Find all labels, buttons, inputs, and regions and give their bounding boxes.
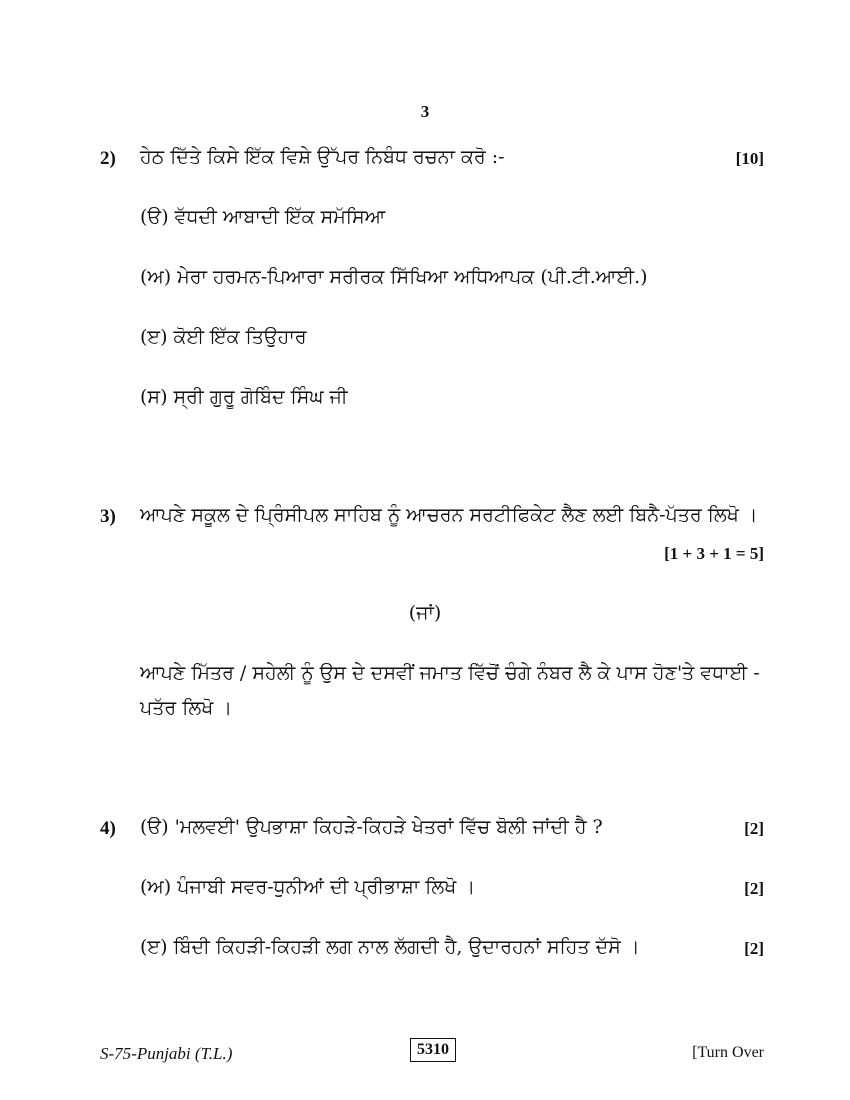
question-2-option-a: (ੳ) ਵੱਧਦੀ ਆਬਾਦੀ ਇੱਕ ਸਮੱਸਿਆ	[140, 206, 386, 228]
question-4-number: 4)	[100, 818, 116, 839]
question-2-prompt: ਹੇਠ ਦਿੱਤੇ ਕਿਸੇ ਇੱਕ ਵਿਸ਼ੇ ਉੱਪਰ ਨਿਬੰਧ ਰਚਨਾ ਕਰੋ :-	[140, 146, 505, 168]
footer-paper-code: S-75-Punjabi (T.L.)	[100, 1044, 233, 1063]
page-number: 3	[420, 102, 430, 121]
question-3-alternative: ਆਪਣੇ ਮਿੱਤਰ / ਸਹੇਲੀ ਨੂੰ ਉਸ ਦੇ ਦਸਵੀਂ ਜਮਾਤ ਵਿੱਚੋਂ ਚੰਗੇ ਨੰਬਰ ਲੈ ਕੇ ਪਾਸ ਹੋਣ'ਤੇ ਵਧਾਈ - ਪਤੱਰ ਲਿਖੋ ।	[140, 662, 760, 719]
question-4-part-b-marks: [2]	[744, 879, 764, 898]
question-3-marks: [1 + 3 + 1 = 5]	[664, 544, 764, 563]
question-3-prompt: ਆਪਣੇ ਸਕੂਲ ਦੇ ਪ੍ਰਿੰਸੀਪਲ ਸਾਹਿਬ ਨੂੰ ਆਚਰਨ ਸਰਟੀਫਿਕੇਟ ਲੈਣ ਲਈ ਬਿਨੈ-ਪੱਤਰ ਲਿਖੋ ।	[140, 504, 758, 526]
footer-page-code-box: 5310	[410, 1038, 456, 1062]
question-4-part-a-marks: [2]	[744, 819, 764, 838]
question-2-marks: [10]	[735, 149, 764, 168]
question-2-option-b: (ਅ) ਮੇਰਾ ਹਰਮਨ-ਪਿਆਰਾ ਸਰੀਰਕ ਸਿੱਖਿਆ ਅਧਿਆਪਕ (ਪੀ.ਟੀ.ਆਈ.)	[140, 266, 648, 288]
question-4-part-c: (ੲ) ਬਿੰਦੀ ਕਿਹੜੀ-ਕਿਹੜੀ ਲਗ ਨਾਲ ਲੱਗਦੀ ਹੈ, ਉਦਾਰਹਨਾਂ ਸਹਿਤ ਦੱਸੋ ।	[140, 936, 640, 958]
footer-turn-over: [Turn Over	[692, 1044, 764, 1061]
question-3-number: 3)	[100, 506, 116, 527]
question-4-part-b: (ਅ) ਪੰਜਾਬੀ ਸਵਰ-ਧੁਨੀਆਂ ਦੀ ਪ੍ਰੀਭਾਸ਼ਾ ਲਿਖੋ ।	[140, 876, 476, 898]
question-3-or-label: (ਜਾਂ)	[408, 602, 442, 624]
question-4-part-a: (ੳ) 'ਮਲਵਈ' ਉਪਭਾਸ਼ਾ ਕਿਹੜੇ-ਕਿਹੜੇ ਖੇਤਰਾਂ ਵਿੱਚ ਬੋਲੀ ਜਾਂਦੀ ਹੈ ?	[140, 816, 603, 838]
question-2-number: 2)	[100, 148, 116, 169]
question-4-part-c-marks: [2]	[744, 939, 764, 958]
question-2-option-d: (ਸ) ਸ੍ਰੀ ਗੁਰੂ ਗੋਬਿੰਦ ਸਿੰਘ ਜੀ	[140, 386, 348, 408]
question-2-option-c: (ੲ) ਕੋਈ ਇੱਕ ਤਿਉਹਾਰ	[140, 326, 307, 348]
